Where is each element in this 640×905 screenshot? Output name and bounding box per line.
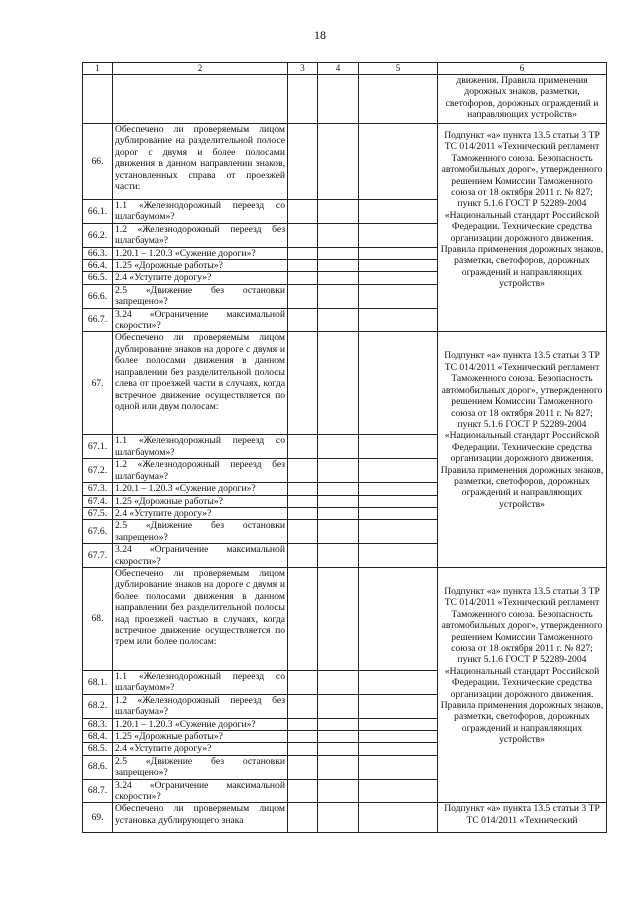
answer-yes-cell — [288, 718, 318, 730]
answer-na-cell — [359, 670, 438, 694]
question-text: 1.20.1 – 1.20.3 «Сужение дороги»? — [113, 483, 288, 495]
answer-na-cell — [359, 308, 438, 332]
question-text: 1.1 «Железнодорожный переезд со шлагбаумом»? — [113, 670, 288, 694]
answer-na-cell — [359, 260, 438, 272]
row-number: 66.7. — [83, 308, 113, 332]
answer-na-cell — [359, 755, 438, 779]
answer-no-cell — [318, 694, 359, 718]
answer-no-cell — [318, 483, 359, 495]
answer-no-cell — [318, 755, 359, 779]
answer-no-cell — [318, 223, 359, 247]
row-number: 66.2. — [83, 223, 113, 247]
answer-na-cell — [359, 730, 438, 742]
answer-yes-cell — [288, 567, 318, 670]
answer-yes-cell — [288, 200, 318, 224]
answer-yes-cell — [288, 459, 318, 483]
question-text: Обеспечено ли проверяемым лицом дублирование знаков на дороге с двумя и более полосами движения в данном направлении без разделительной полосы слева от проезжей части в случаях, когда встречное движение осуществляется по одной или двум полосам: — [113, 332, 288, 435]
row-number: 68.2. — [83, 694, 113, 718]
row-number: 66.1. — [83, 200, 113, 224]
answer-yes-cell — [288, 544, 318, 568]
answer-na-cell — [359, 544, 438, 568]
question-text: 1.2 «Железнодорожный переезд без шлагбаума»? — [113, 694, 288, 718]
answer-na-cell — [359, 803, 438, 833]
answer-no-cell — [318, 718, 359, 730]
answer-na-cell — [359, 743, 438, 755]
answer-yes-cell — [288, 520, 318, 544]
row-number: 68.3. — [83, 718, 113, 730]
question-text: Обеспечено ли проверяемым лицом дублирование знаков на дороге с двумя и более полосами движения в данном направлении без разделительной полосы над проезжей частью в случаях, когда встречное движение осуществляется по трем или более полосам: — [113, 567, 288, 670]
answer-na-cell — [359, 567, 438, 670]
question-text: 2.4 «Уступите дорогу»? — [113, 507, 288, 519]
reference-cell: Подпункт «а» пункта 13.5 статьи 3 ТР ТС 014/2011 «Технический — [438, 803, 607, 833]
answer-yes-cell — [288, 272, 318, 284]
answer-no-cell — [318, 284, 359, 308]
question-text: Обеспечено ли проверяемым лицом установка дублирующего знака — [113, 803, 288, 833]
question-text: 3.24 «Ограничение максимальной скорости»? — [113, 308, 288, 332]
row-number: 66.4. — [83, 260, 113, 272]
question-text: 1.20.1 – 1.20.3 «Сужение дороги»? — [113, 247, 288, 259]
page-number: 18 — [314, 28, 326, 42]
column-header: 1 — [83, 63, 113, 75]
answer-no-cell — [318, 567, 359, 670]
answer-na-cell — [359, 483, 438, 495]
question-text: 2.4 «Уступите дорогу»? — [113, 272, 288, 284]
row-number: 66.6. — [83, 284, 113, 308]
row-number: 69. — [83, 803, 113, 833]
question-text: 1.20.1 – 1.20.3 «Сужение дороги»? — [113, 718, 288, 730]
row-number: 68.7. — [83, 779, 113, 803]
question-text: 1.1 «Железнодорожный переезд со шлагбаумом»? — [113, 200, 288, 224]
answer-na-cell — [359, 495, 438, 507]
answer-yes-cell — [288, 483, 318, 495]
question-row — [83, 803, 607, 833]
question-row — [83, 124, 607, 200]
row-number: 68.6. — [83, 755, 113, 779]
question-row — [83, 332, 607, 435]
answer-no-cell — [318, 332, 359, 435]
answer-yes-cell — [288, 743, 318, 755]
answer-yes-cell — [288, 694, 318, 718]
question-text: 2.5 «Движение без остановки запрещено»? — [113, 284, 288, 308]
answer-no-cell — [318, 779, 359, 803]
answer-no-cell — [318, 247, 359, 259]
answer-no-cell — [318, 520, 359, 544]
answer-na-cell — [359, 284, 438, 308]
answer-no-cell — [318, 670, 359, 694]
question-text: 1.25 «Дорожные работы»? — [113, 730, 288, 742]
answer-yes-cell — [288, 223, 318, 247]
row-number: 66.3. — [83, 247, 113, 259]
answer-na-cell — [359, 332, 438, 435]
answer-yes-cell — [288, 435, 318, 459]
answer-na-cell — [359, 272, 438, 284]
answer-no-cell — [318, 803, 359, 833]
answer-na-cell — [359, 459, 438, 483]
answer-no-cell — [318, 435, 359, 459]
question-text: 3.24 «Ограничение максимальной скорости»? — [113, 779, 288, 803]
answer-no-cell — [318, 260, 359, 272]
header-row — [83, 63, 607, 75]
question-text: 3.24 «Ограничение максимальной скорости»? — [113, 544, 288, 568]
row-number: 68.4. — [83, 730, 113, 742]
answer-na-cell — [359, 200, 438, 224]
question-text: Обеспечено ли проверяемым лицом дублирование на разделительной полосе дорог с двумя и более полосами движения в данном направлении знаков, установленных справа от проезжей части: — [113, 124, 288, 200]
answer-na-cell — [359, 223, 438, 247]
answer-no-cell — [318, 272, 359, 284]
answer-yes-cell — [288, 670, 318, 694]
answer-yes-cell — [288, 730, 318, 742]
answer-yes-cell — [288, 507, 318, 519]
answer-no-cell — [318, 743, 359, 755]
reference-cell: движения. Правила применения дорожных знаков, разметки, светофоров, дорожных ограждений и направляющих устройств» — [438, 75, 607, 124]
row-number: 66. — [83, 124, 113, 200]
column-header: 2 — [113, 63, 288, 75]
answer-no-cell — [318, 507, 359, 519]
answer-no-cell — [318, 124, 359, 200]
answer-yes-cell — [288, 284, 318, 308]
row-number: 66.5. — [83, 272, 113, 284]
answer-yes-cell — [288, 755, 318, 779]
question-text: 1.2 «Железнодорожный переезд без шлагбаума»? — [113, 459, 288, 483]
row-number: 67.1. — [83, 435, 113, 459]
answer-yes-cell — [288, 124, 318, 200]
answer-na-cell — [359, 124, 438, 200]
answer-na-cell — [359, 718, 438, 730]
answer-yes-cell — [288, 247, 318, 259]
answer-yes-cell — [288, 495, 318, 507]
row-number: 67.2. — [83, 459, 113, 483]
question-row — [83, 567, 607, 670]
row-number: 67. — [83, 332, 113, 435]
reference-cell: Подпункт «а» пункта 13.5 статьи 3 ТР ТС 014/2011 «Технический регламент Таможенного союза. Безопасность автомобильных дорог», утвержденного решением Комиссии Таможенного союза от 18 октября 2011 г. № 827; пункт 5.1.6 ГОСТ Р 52289-2004 «Национальный стандарт Российской Федерации. Технические средства организации дорожного движения. Правила применения дорожных знаков, разметки, светофоров, дорожных ограждений и направляющих устройств» — [438, 124, 607, 332]
question-text: 2.4 «Уступите дорогу»? — [113, 743, 288, 755]
row-number: 68. — [83, 567, 113, 670]
answer-na-cell — [359, 435, 438, 459]
answer-no-cell — [318, 200, 359, 224]
question-text: 2.5 «Движение без остановки запрещено»? — [113, 520, 288, 544]
reference-cell: Подпункт «а» пункта 13.5 статьи 3 ТР ТС 014/2011 «Технический регламент Таможенного союза. Безопасность автомобильных дорог», утвержденного решением Комиссии Таможенного союза от 18 октября 2011 г. № 827; пункт 5.1.6 ГОСТ Р 52289-2004 «Национальный стандарт Российской Федерации. Технические средства организации дорожного движения. Правила применения дорожных знаков, разметки, светофоров, дорожных ограждений и направляющих устройств» — [438, 332, 607, 567]
row-number: 68.1. — [83, 670, 113, 694]
reference-cell: Подпункт «а» пункта 13.5 статьи 3 ТР ТС 014/2011 «Технический регламент Таможенного союза. Безопасность автомобильных дорог», утвержденного решением Комиссии Таможенного союза от 18 октября 2011 г. № 827; пункт 5.1.6 ГОСТ Р 52289-2004 «Национальный стандарт Российской Федерации. Технические средства организации дорожного движения. Правила применения дорожных знаков, разметки, светофоров, дорожных ограждений и направляющих устройств» — [438, 567, 607, 802]
answer-na-cell — [359, 507, 438, 519]
answer-na-cell — [359, 520, 438, 544]
answer-yes-cell — [288, 308, 318, 332]
row-number: 68.5. — [83, 743, 113, 755]
row-number: 67.5. — [83, 507, 113, 519]
column-header: 4 — [318, 63, 359, 75]
answer-yes-cell — [288, 332, 318, 435]
column-header: 3 — [288, 63, 318, 75]
answer-no-cell — [318, 459, 359, 483]
column-header: 6 — [438, 63, 607, 75]
column-header: 5 — [359, 63, 438, 75]
answer-na-cell — [359, 779, 438, 803]
row-number: 67.3. — [83, 483, 113, 495]
row-number: 67.6. — [83, 520, 113, 544]
question-text: 1.25 «Дорожные работы»? — [113, 495, 288, 507]
answer-yes-cell — [288, 803, 318, 833]
answer-na-cell — [359, 694, 438, 718]
continuation-row — [83, 75, 607, 124]
answer-no-cell — [318, 730, 359, 742]
checklist-table — [82, 62, 607, 833]
answer-no-cell — [318, 544, 359, 568]
answer-no-cell — [318, 495, 359, 507]
row-number: 67.7. — [83, 544, 113, 568]
answer-yes-cell — [288, 779, 318, 803]
answer-no-cell — [318, 308, 359, 332]
question-text: 2.5 «Движение без остановки запрещено»? — [113, 755, 288, 779]
answer-na-cell — [359, 247, 438, 259]
question-text: 1.2 «Железнодорожный переезд без шлагбаума»? — [113, 223, 288, 247]
row-number: 67.4. — [83, 495, 113, 507]
question-text: 1.1 «Железнодорожный переезд со шлагбаумом»? — [113, 435, 288, 459]
answer-yes-cell — [288, 260, 318, 272]
question-text: 1.25 «Дорожные работы»? — [113, 260, 288, 272]
